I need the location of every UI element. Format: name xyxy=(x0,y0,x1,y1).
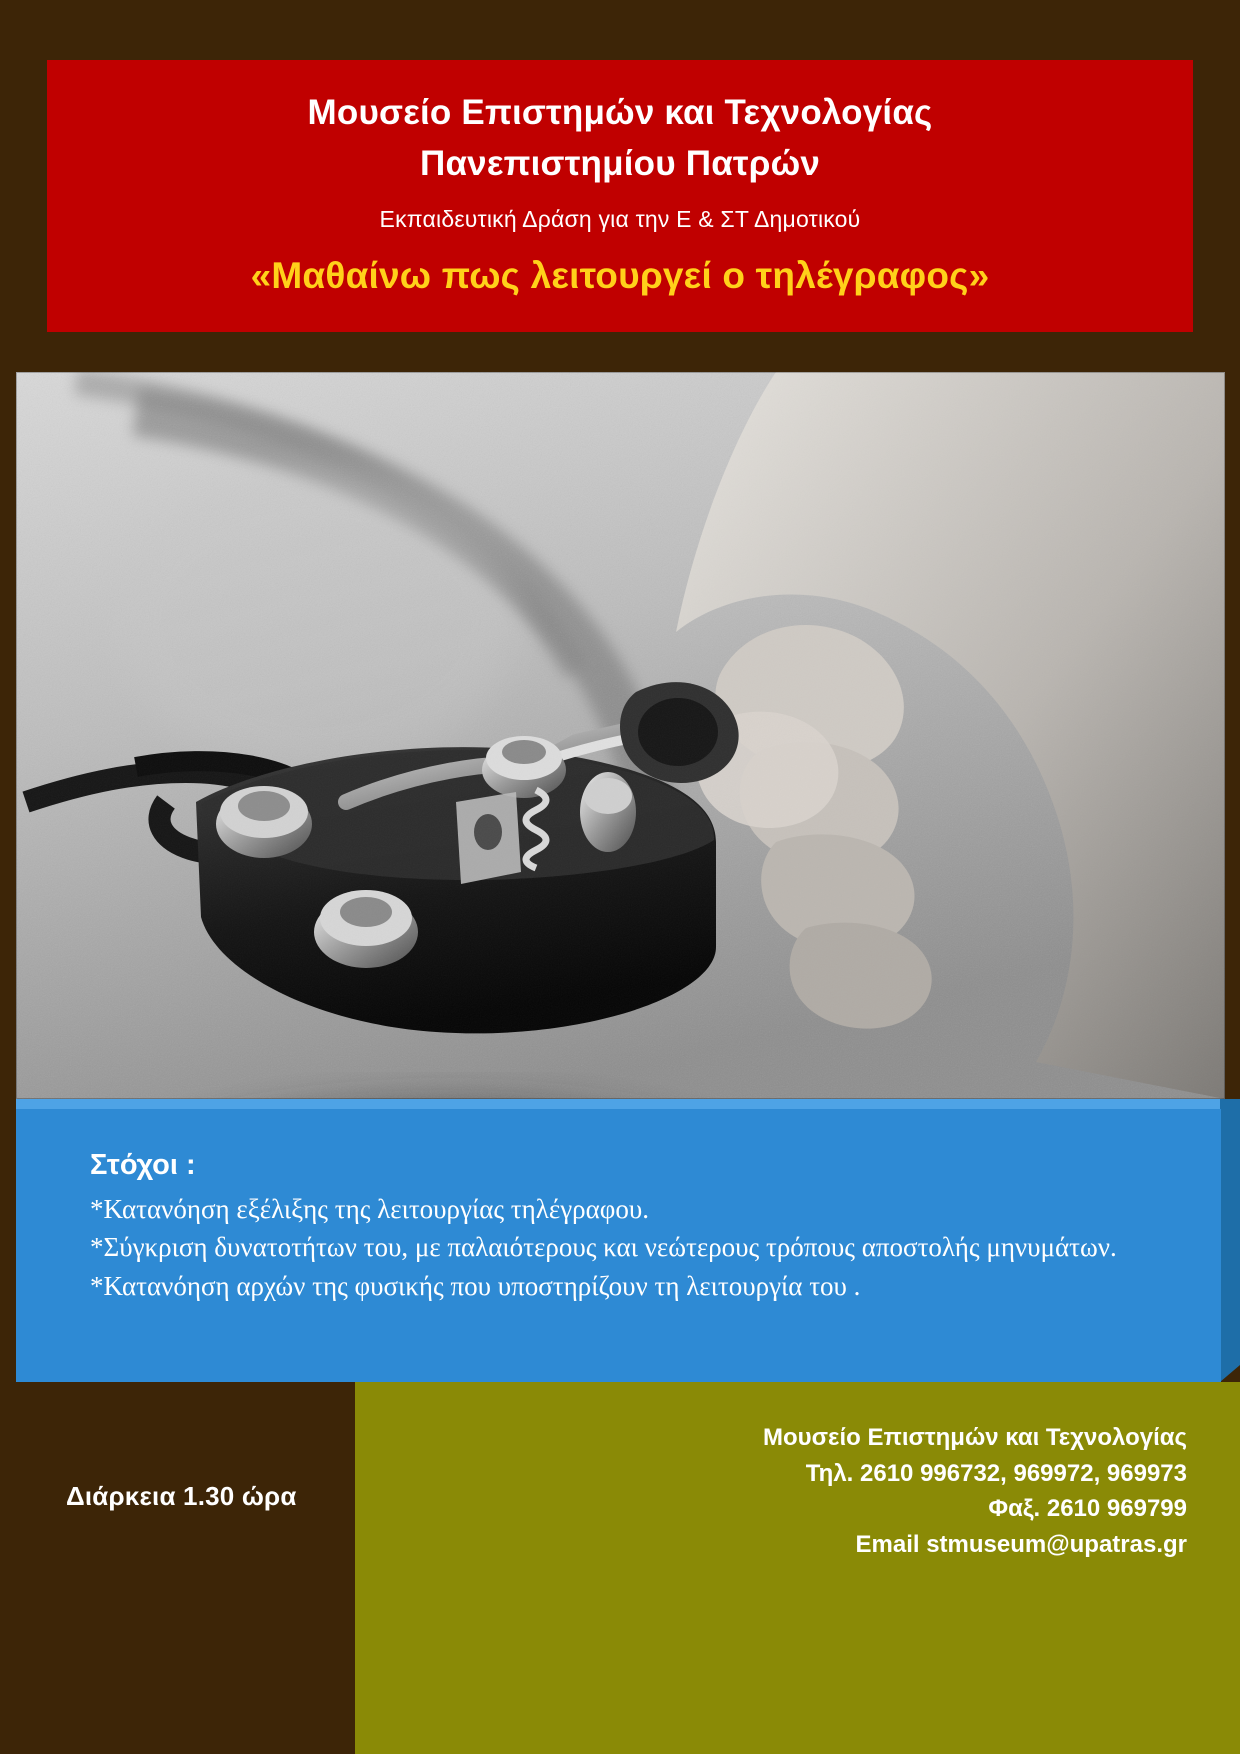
objectives-content xyxy=(16,1109,1221,1305)
museum-title-line2: Πανεπιστημίου Πατρών xyxy=(419,143,821,183)
objectives-panel-right-bevel xyxy=(1220,1099,1240,1382)
telegraph-photo-illustration xyxy=(16,372,1225,1099)
contact-fax: Φαξ. 2610 969799 xyxy=(988,1495,1187,1523)
activity-title: «Μαθαίνω πως λειτουργεί ο τηλέγραφος» xyxy=(250,254,990,296)
museum-title-line1: Μουσείο Επιστημών και Τεχνολογίας xyxy=(307,93,933,132)
objectives-heading: Στόχοι : xyxy=(90,1149,196,1181)
contact-block xyxy=(487,1420,1187,1562)
objective-item-2: *Σύγκριση δυνατοτήτων του, με παλαιότερους και νεώτερους τρόπους αποστολής μηνυμάτων. xyxy=(90,1232,1117,1263)
contact-museum: Μουσείο Επιστημών και Τεχνολογίας xyxy=(763,1424,1187,1451)
objectives-panel-body xyxy=(16,1109,1221,1382)
objectives-panel xyxy=(16,1099,1240,1382)
objective-item-3: *Κατανόηση αρχών της φυσικής που υποστηρίζουν τη λειτουργία του . xyxy=(90,1270,861,1301)
objective-item-1: *Κατανόηση εξέλιξης της λειτουργίας τηλέγραφου. xyxy=(90,1194,649,1224)
telegraph-photo xyxy=(16,372,1225,1099)
header-subtitle: Εκπαιδευτική Δράση για την Ε & ΣΤ Δημοτικού xyxy=(379,205,861,232)
duration-label: Διάρκεια 1.30 ώρα xyxy=(66,1481,297,1511)
header-banner xyxy=(47,60,1193,332)
contact-phone: Τηλ. 2610 996732, 969972, 969973 xyxy=(805,1459,1187,1487)
contact-email: Email stmuseum@upatras.gr xyxy=(855,1530,1187,1558)
